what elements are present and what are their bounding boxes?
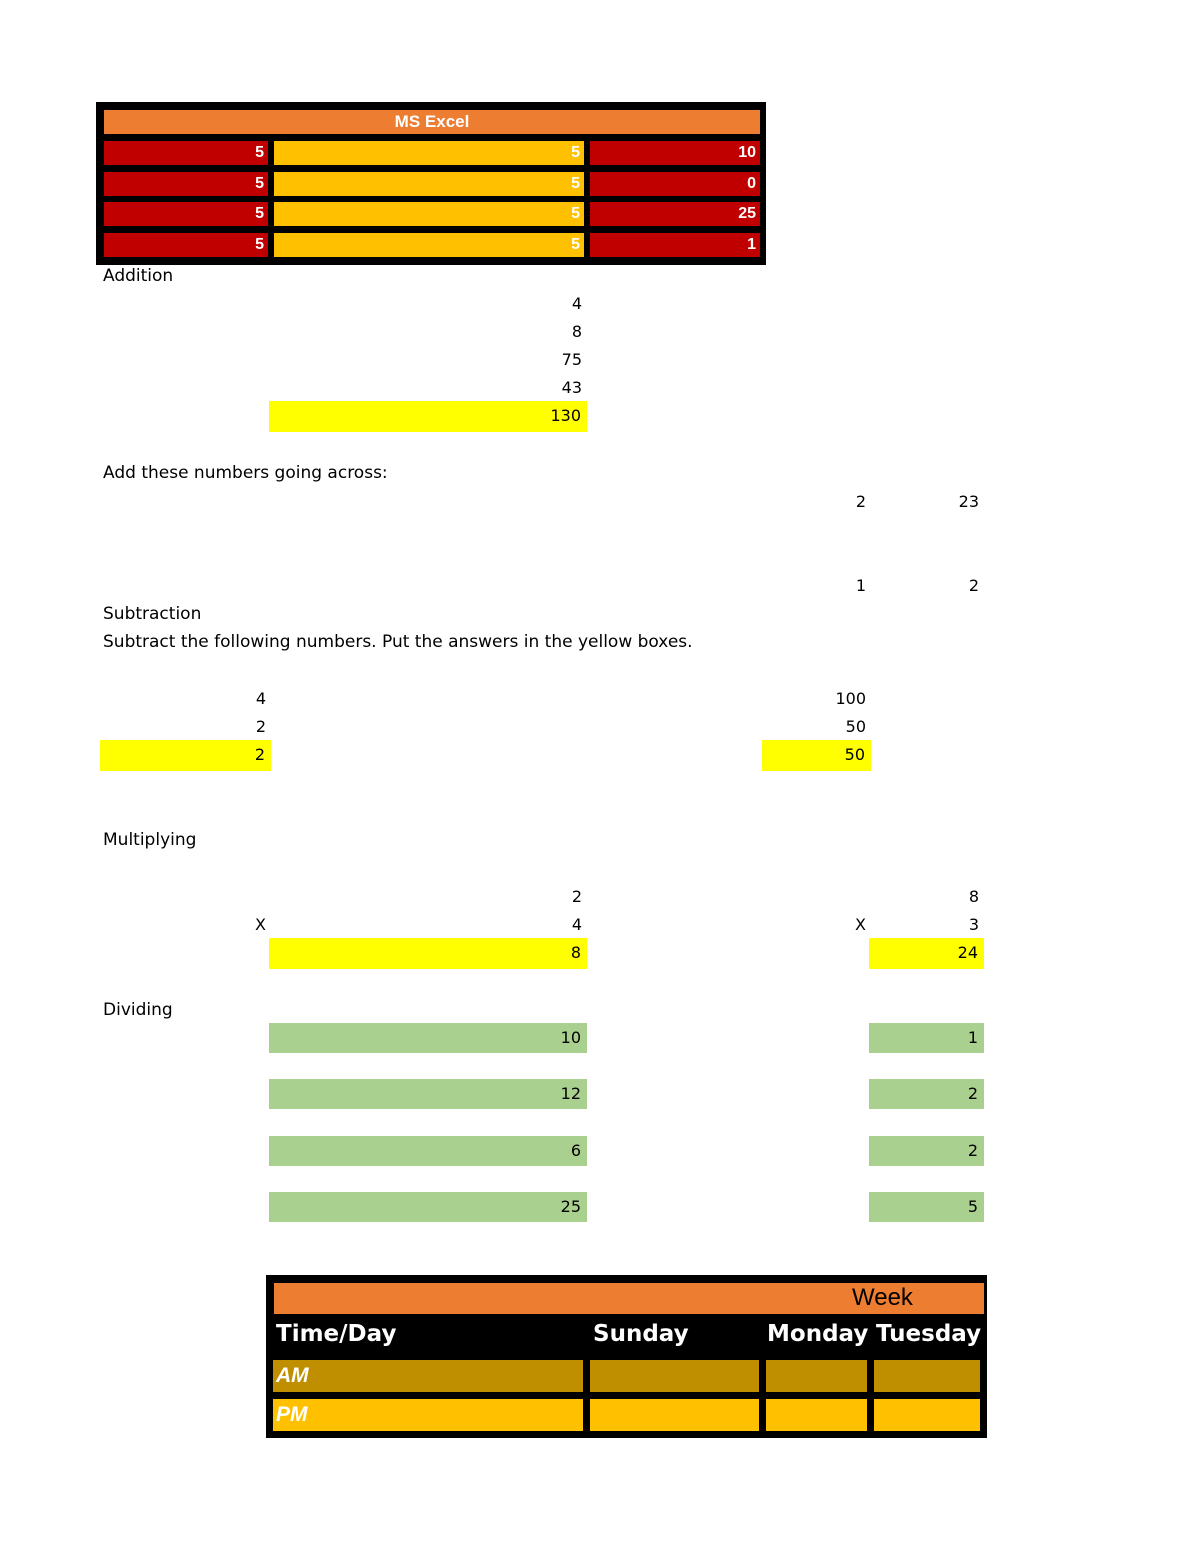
header-sunday: Sunday [593,1321,689,1347]
excel-cell[interactable]: 5 [274,172,584,196]
subtraction-number: 50 [845,717,866,736]
multiply-answer-cell[interactable]: 24 [869,938,984,969]
excel-cell[interactable]: 5 [274,141,584,165]
multiply-number: 3 [968,915,979,934]
subtraction-instruction: Subtract the following numbers. Put the answers in the yellow boxes. [103,632,693,652]
dividing-cell[interactable]: 2 [869,1079,984,1109]
dividing-cell[interactable]: 12 [269,1079,587,1109]
multiply-operator: X [855,915,866,934]
across-number: 2 [855,492,866,511]
subtraction-number: 100 [835,689,866,708]
week-title: Week [852,1284,913,1311]
excel-cell[interactable]: 5 [274,202,584,226]
multiply-number: 8 [968,887,979,906]
dividing-cell[interactable]: 5 [869,1192,984,1222]
header-time-day: Time/Day [276,1321,397,1347]
excel-cell[interactable]: 5 [104,172,268,196]
pm-time-cell[interactable] [273,1399,583,1431]
subtraction-answer-cell[interactable]: 50 [762,740,871,771]
header-monday: Monday [767,1321,869,1347]
multiply-number: 4 [571,915,582,934]
am-tuesday-cell[interactable] [874,1360,980,1392]
excel-cell[interactable]: 5 [104,202,268,226]
am-sunday-cell[interactable] [590,1360,759,1392]
excel-cell[interactable]: 10 [590,141,760,165]
excel-cell[interactable]: 5 [104,141,268,165]
subtraction-number: 4 [255,689,266,708]
excel-table-title: MS Excel [104,110,760,134]
pm-sunday-cell[interactable] [590,1399,759,1431]
am-monday-cell[interactable] [766,1360,867,1392]
dividing-cell[interactable]: 10 [269,1023,587,1053]
addition-heading: Addition [103,266,174,286]
dividing-heading: Dividing [103,1000,173,1020]
subtraction-number: 2 [255,717,266,736]
addition-number: 43 [561,378,582,397]
subtraction-answer-cell[interactable]: 2 [100,740,271,771]
subtraction-heading: Subtraction [103,604,202,624]
dividing-cell[interactable]: 25 [269,1192,587,1222]
multiplying-heading: Multiplying [103,830,197,850]
across-number: 1 [855,576,866,595]
dividing-cell[interactable]: 2 [869,1136,984,1166]
across-number: 23 [958,492,979,511]
multiply-number: 2 [571,887,582,906]
addition-number: 8 [571,322,582,341]
multiply-answer-cell[interactable]: 8 [269,938,587,969]
addition-total-cell[interactable]: 130 [269,401,587,432]
excel-cell[interactable]: 5 [274,233,584,257]
pm-monday-cell[interactable] [766,1399,867,1431]
across-number: 2 [968,576,979,595]
pm-tuesday-cell[interactable] [874,1399,980,1431]
dividing-cell[interactable]: 6 [269,1136,587,1166]
multiply-operator: X [255,915,266,934]
am-time-cell[interactable] [273,1360,583,1392]
excel-cell[interactable]: 25 [590,202,760,226]
excel-cell[interactable]: 1 [590,233,760,257]
addition-number: 75 [561,350,582,369]
am-label: AM [276,1364,309,1387]
excel-cell[interactable]: 5 [104,233,268,257]
across-instruction: Add these numbers going across: [103,463,388,483]
excel-cell[interactable]: 0 [590,172,760,196]
addition-number: 4 [571,294,582,313]
header-tuesday: Tuesday [876,1321,982,1347]
dividing-cell[interactable]: 1 [869,1023,984,1053]
pm-label: PM [276,1403,308,1426]
